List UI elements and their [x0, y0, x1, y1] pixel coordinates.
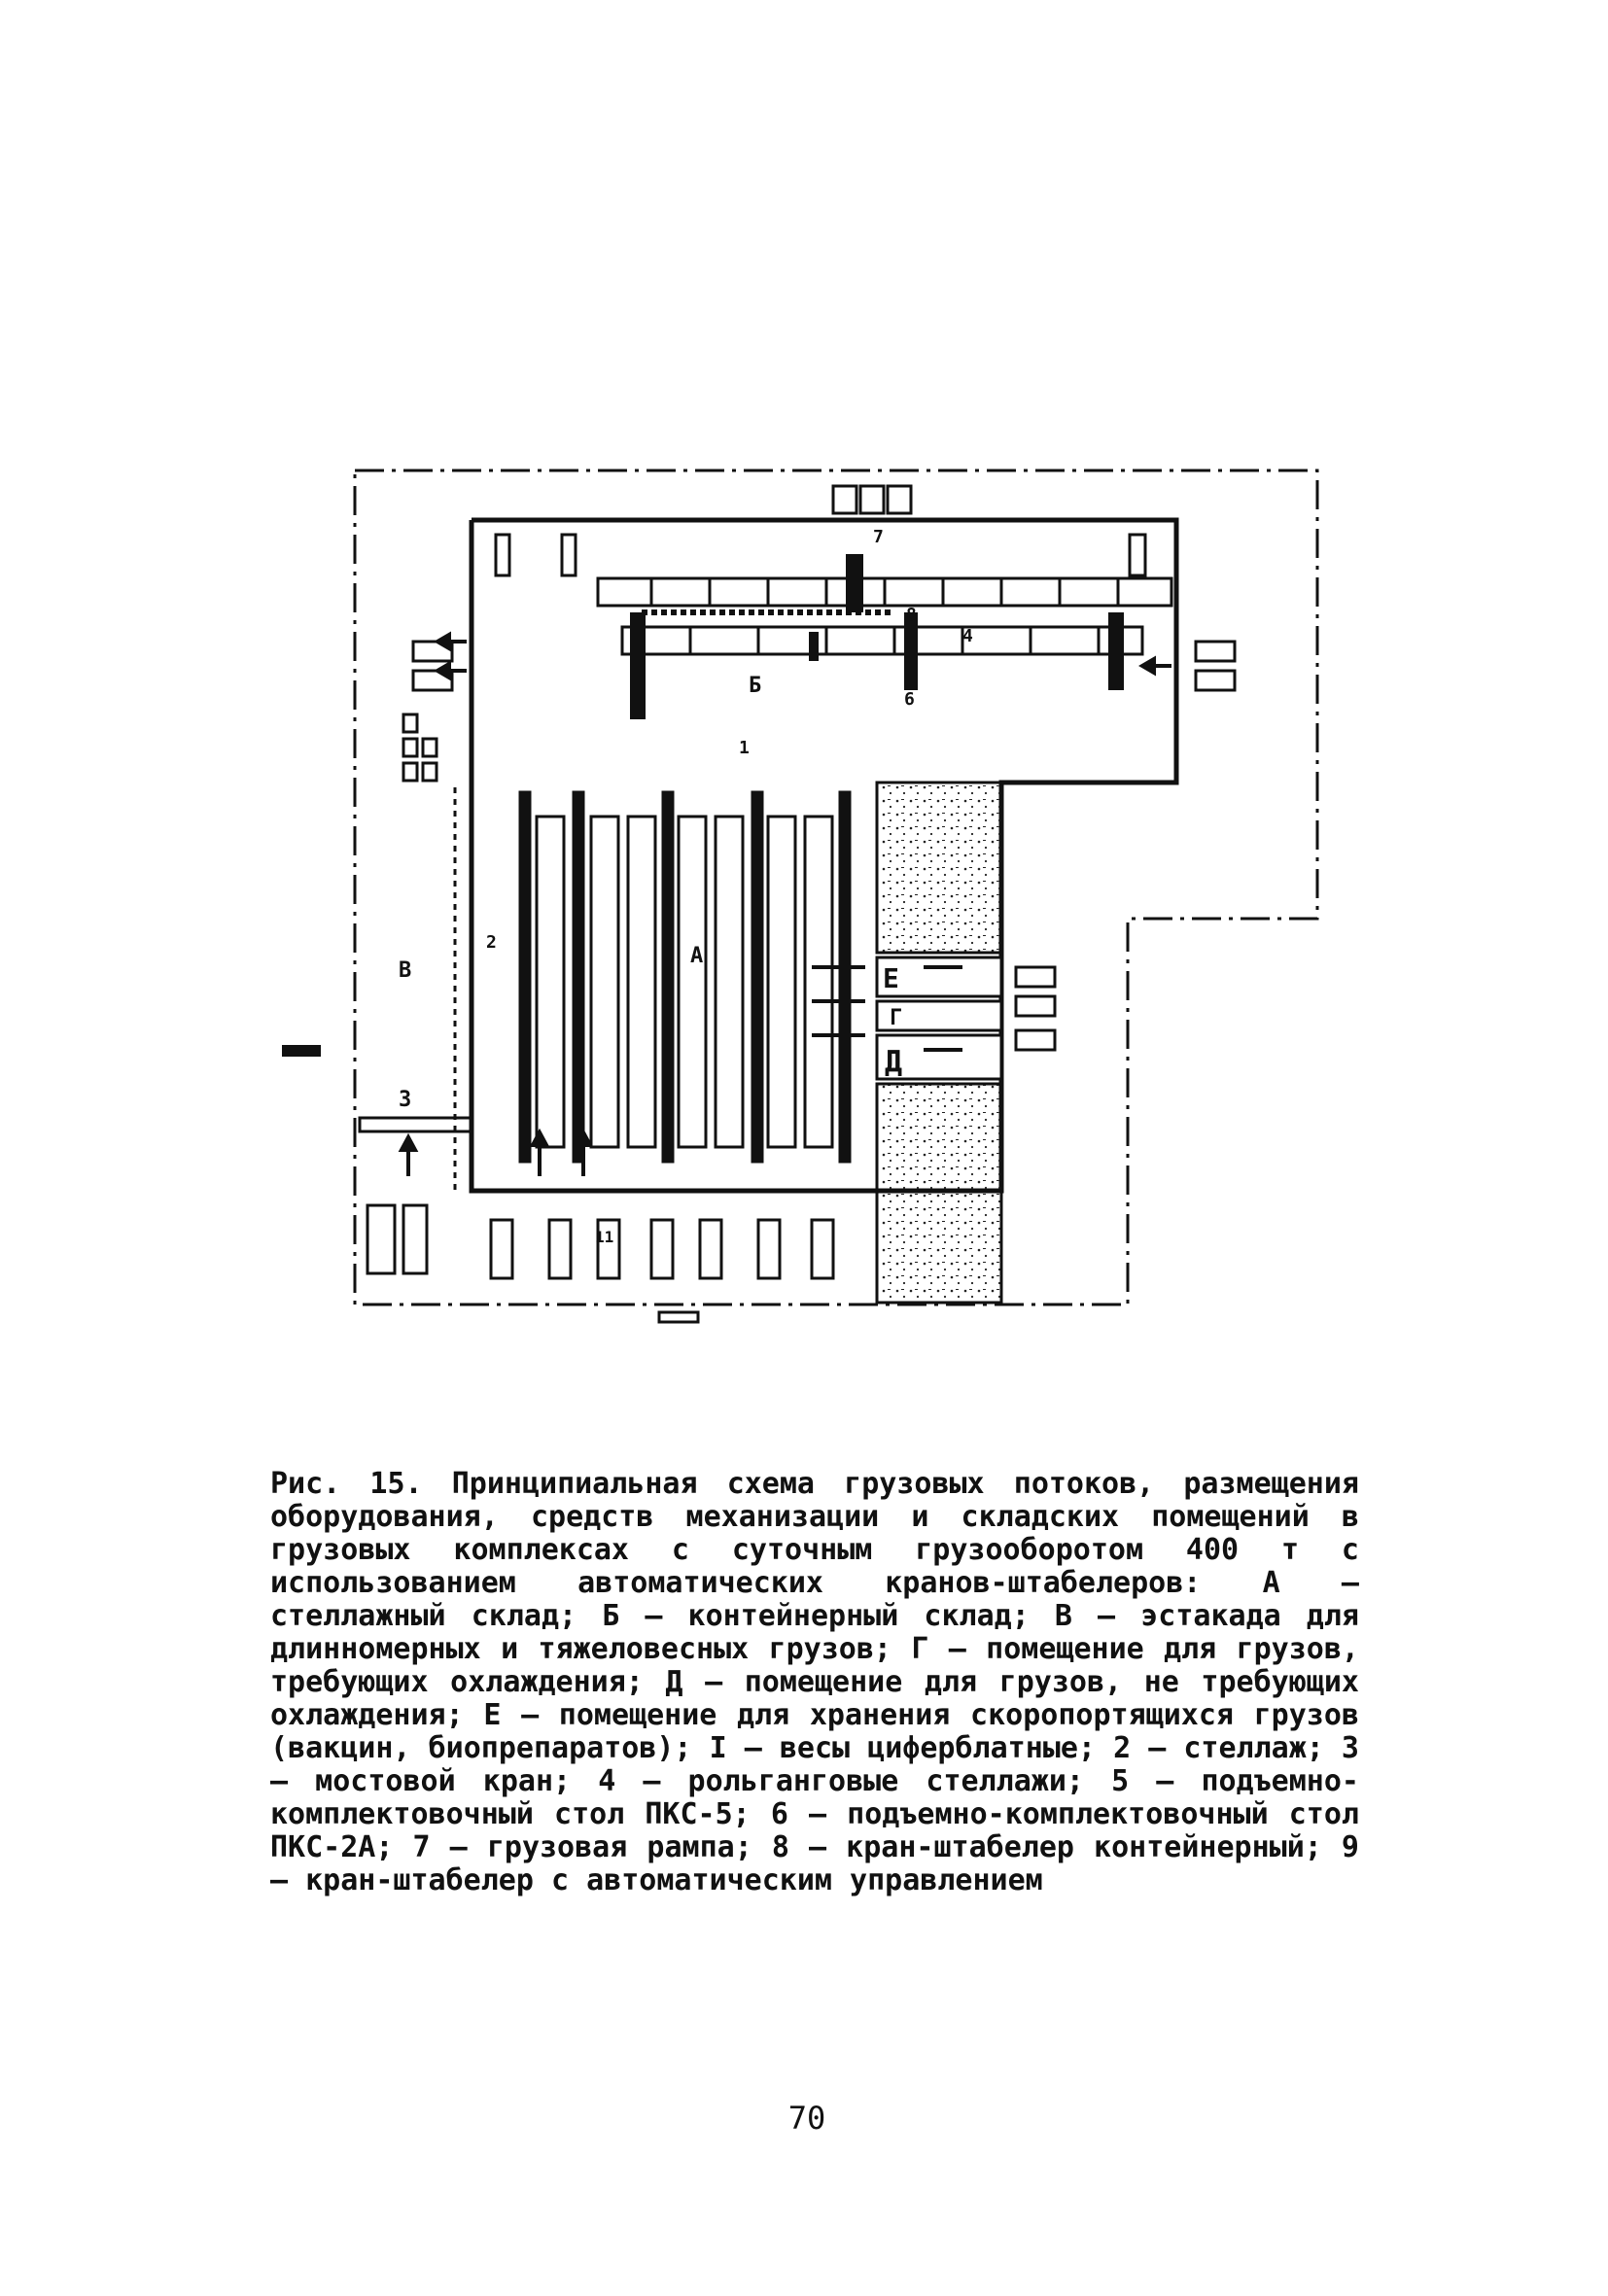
- label-3: 3: [399, 1088, 412, 1112]
- rack-warehouse-a: [520, 792, 850, 1162]
- label-4: 4: [962, 626, 973, 646]
- hatched-area-top: [877, 783, 1001, 953]
- top-ramp-boxes: [496, 486, 1145, 575]
- warehouse-layout-svg: [282, 457, 1342, 1332]
- label-2: 2: [486, 932, 497, 953]
- scale-marker: [659, 1312, 698, 1322]
- label-g: Г: [890, 1006, 903, 1030]
- label-1: 1: [739, 738, 750, 758]
- label-v: В: [399, 958, 412, 983]
- figure-caption: Рис. 15. Принципиальная схема грузовых потоков, размещения оборудования, средств механизации и складских помещений в грузовых комплексах с суточным грузооборотом 400 т с использованием автоматических кранов-штабелеров: А – стеллажный склад; Б – контейнерный склад; В – эстакада для длинномерных и тяжеловесных грузов; Г – помещение для грузов, требующих охлаждения; Д – помещение для грузов, не требующих охлаждения; Е – помещение для хранения скоропортящихся грузов (вакцин, биопрепаратов); I – весы циферблатные; 2 – стеллаж; 3 – мостовой кран; 4 – рольганговые стеллажи; 5 – подъемно-комплектовочный стол ПКС-5; 6 – подъемно-комплектовочный стол ПКС-2А; 7 – грузовая рампа; 8 – кран-штабелер контейнерный; 9 – кран-штабелер с автоматическим управлением: [270, 1467, 1359, 1897]
- label-7: 7: [873, 527, 884, 547]
- label-a: А: [690, 944, 704, 968]
- label-b: Б: [749, 674, 762, 698]
- flow-arrows: [402, 635, 1171, 1176]
- label-11: 11: [595, 1228, 614, 1246]
- label-6: 6: [904, 689, 915, 710]
- warehouse-layout-diagram: [282, 457, 1342, 1332]
- hatched-area-bottom: [877, 1084, 1001, 1303]
- container-racks: [598, 578, 1171, 654]
- side-marker: [282, 1045, 321, 1057]
- label-e: Е: [883, 962, 899, 994]
- label-d: Д: [885, 1045, 903, 1079]
- page-number: 70: [787, 2100, 826, 2137]
- label-8: 8: [906, 605, 917, 625]
